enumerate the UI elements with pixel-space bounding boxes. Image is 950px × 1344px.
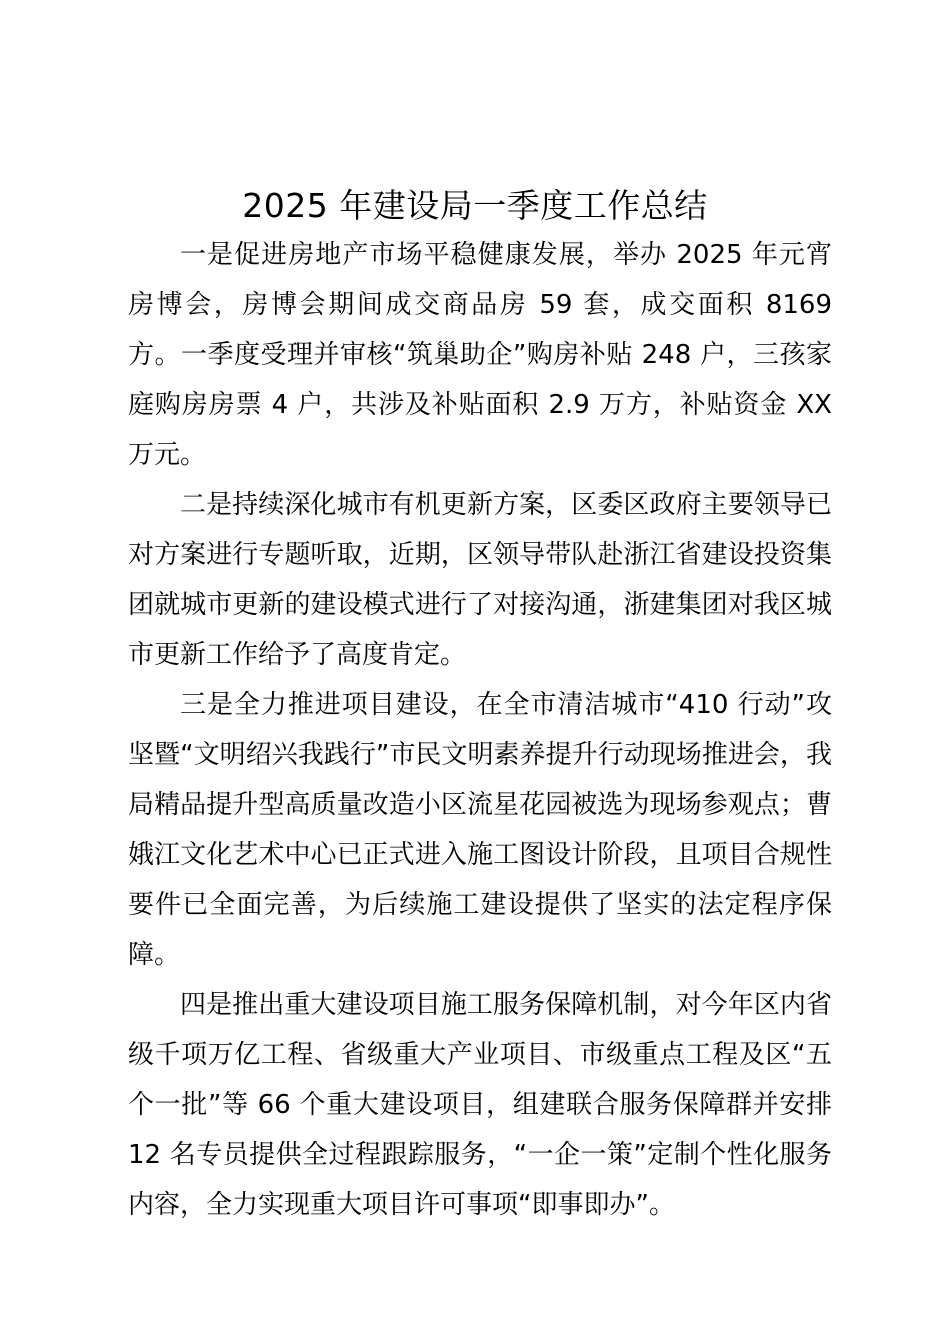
document-title: 2025 年建设局一季度工作总结 [242, 186, 708, 225]
paragraph-1: 一是促进房地产市场平稳健康发展，举办 2025 年元宵房博会，房博会期间成交商品房 59 套，成交面积 8169 方。一季度受理并审核“筑巢助企”购房补贴 248 户，三孩家庭购房房票 4 户，共涉及补贴面积 2.9 万方，补贴资金 XX 万元。 [128, 240, 832, 470]
document-body [128, 230, 832, 1230]
paragraph-4: 四是推出重大建设项目施工服务保障机制，对今年区内省级千项万亿工程、省级重大产业项目、市级重点工程及区“五个一批”等 66 个重大建设项目，组建联合服务保障群并安排 12 名专员提供全过程跟踪服务，“一企一策”定制个性化服务内容，全力实现重大项目许可事项“即事即办”。 [128, 990, 832, 1220]
paragraph-3: 三是全力推进项目建设，在全市清洁城市“410 行动”攻坚暨“文明绍兴我践行”市民文明素养提升行动现场推进会，我局精品提升型高质量改造小区流星花园被选为现场参观点；曹娥江文化艺术中心已正式进入施工图设计阶段，且项目合规性要件已全面完善，为后续施工建设提供了坚实的法定程序保障。 [128, 690, 832, 970]
paragraph-2: 二是持续深化城市有机更新方案，区委区政府主要领导已对方案进行专题听取，近期，区领导带队赴浙江省建设投资集团就城市更新的建设模式进行了对接沟通，浙建集团对我区城市更新工作给予了高度肯定。 [128, 490, 832, 670]
